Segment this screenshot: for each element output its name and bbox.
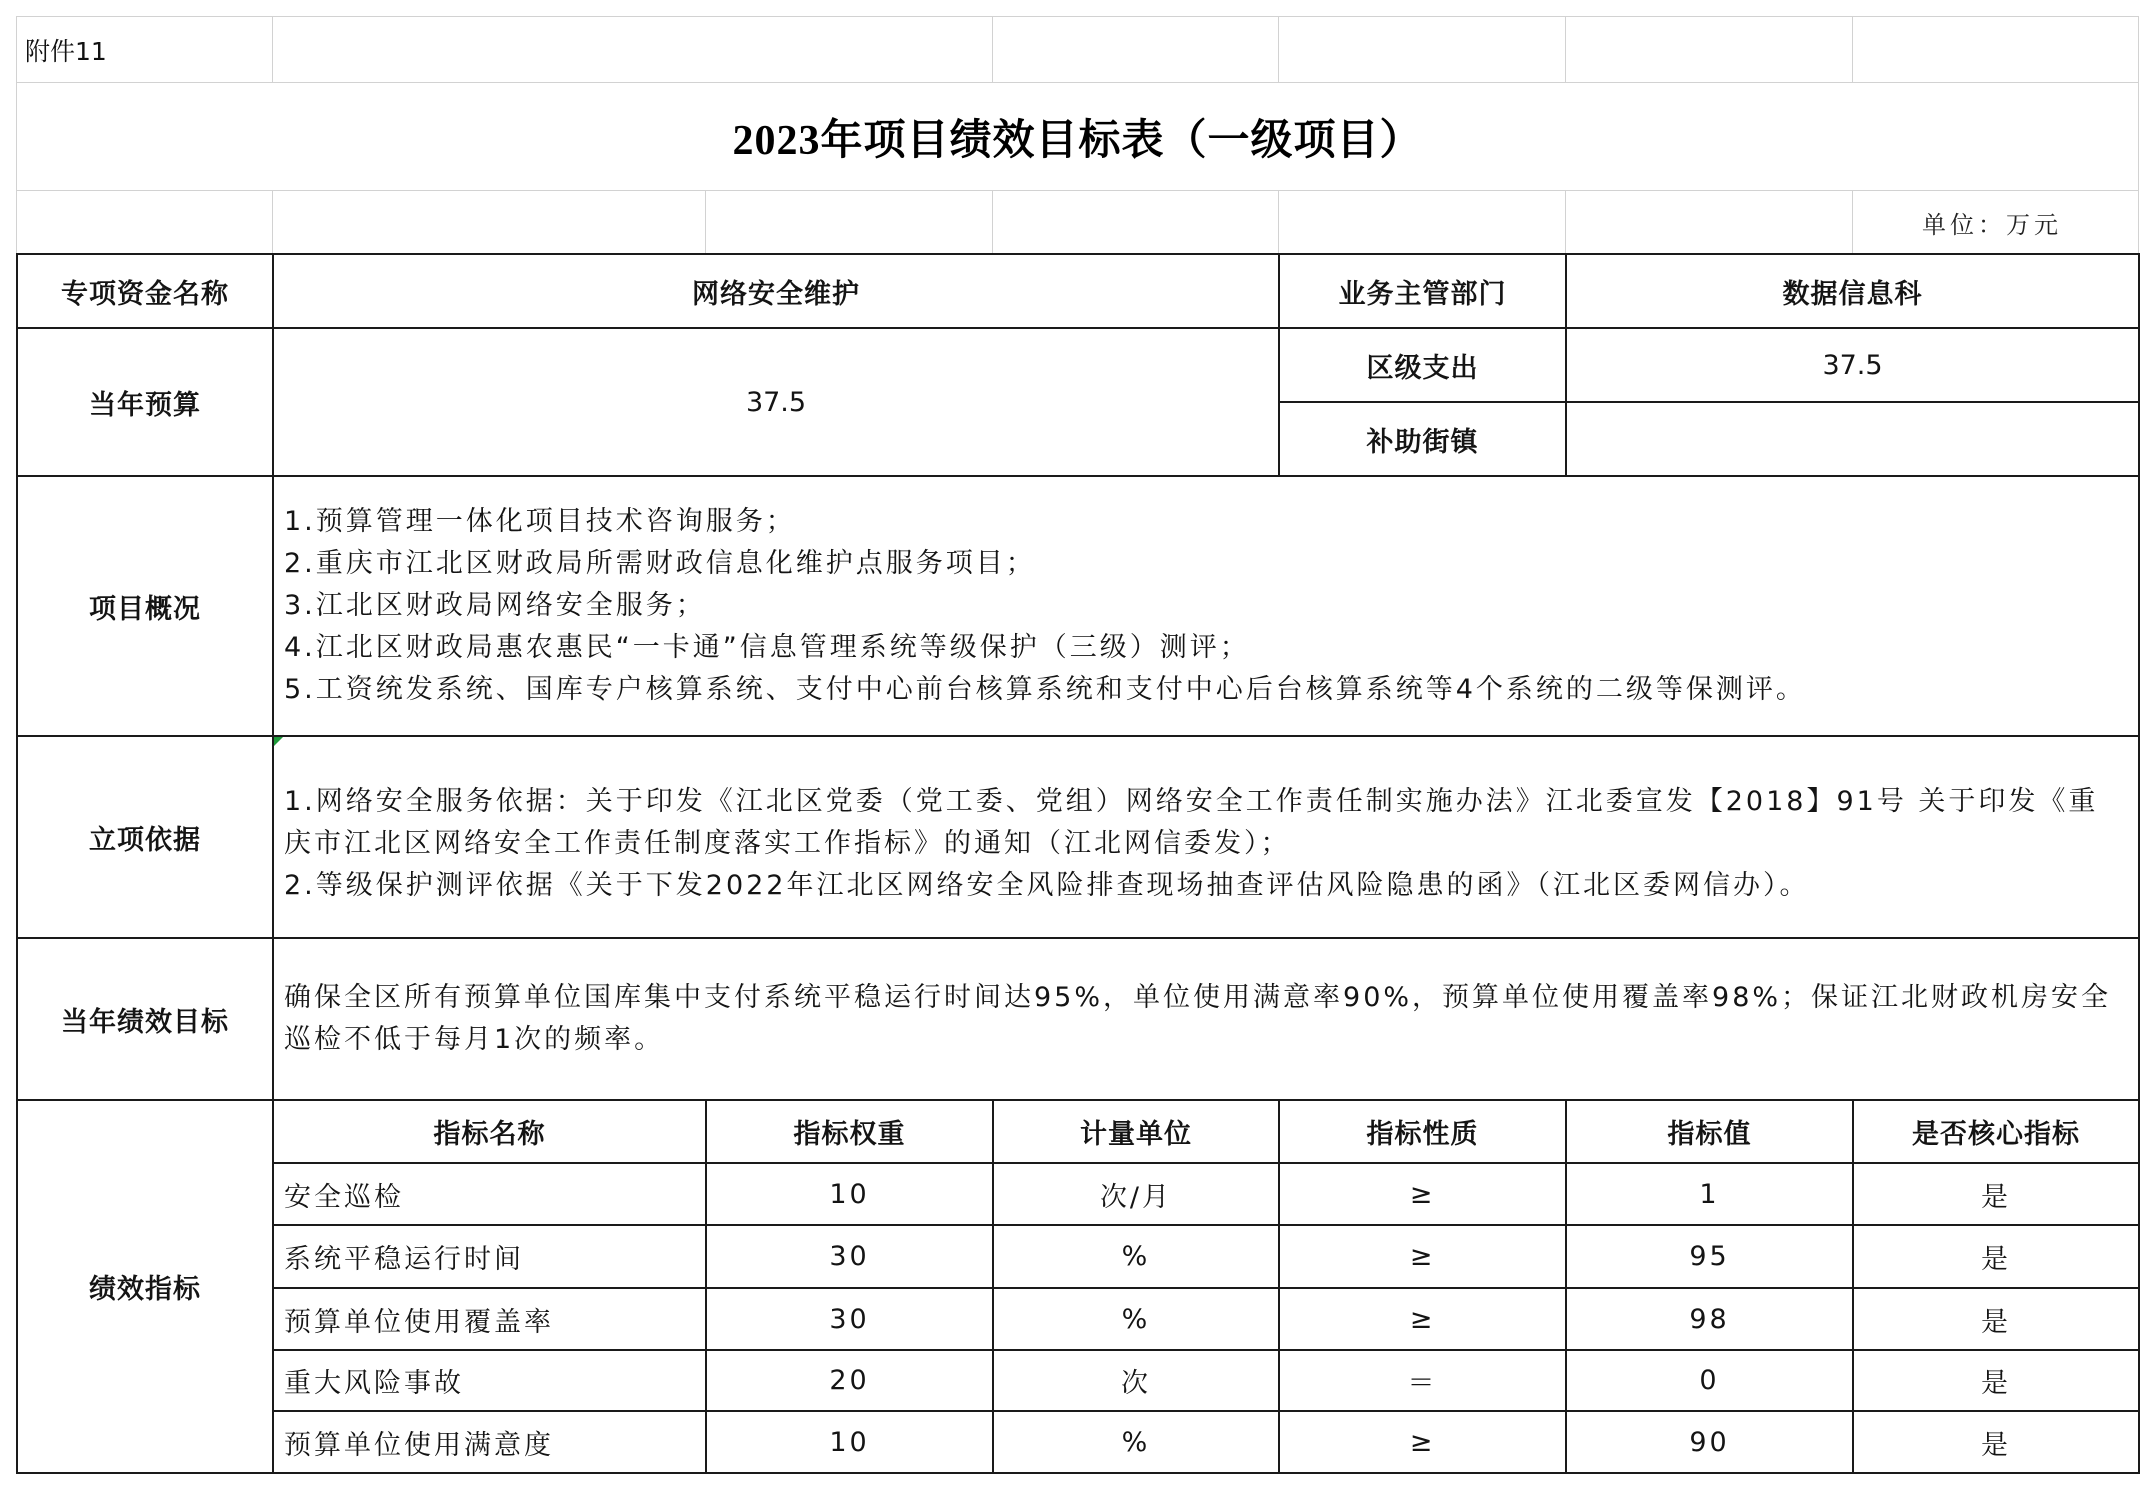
goal-content — [272, 937, 2140, 1101]
indicator-name: 系统平稳运行时间 — [272, 1224, 707, 1289]
goal-text: 确保全区所有预算单位国库集中支付系统平稳运行时间达95%，单位使用满意率90%，预算单位使用覆盖率98%；保证江北财政机房安全巡检不低于每月1次的频率。 — [284, 982, 2112, 1055]
overview-label: 项目概况 — [16, 475, 274, 737]
empty-cell — [272, 190, 706, 254]
indicator-unit: % — [992, 1287, 1280, 1351]
indicator-nature: ≥ — [1278, 1287, 1567, 1351]
empty-cell — [1565, 190, 1853, 254]
overview-content — [272, 475, 2140, 737]
subsidy-value — [1565, 401, 2140, 477]
empty-cell — [705, 190, 993, 254]
indicator-value: 98 — [1565, 1287, 1854, 1351]
indicator-unit: % — [992, 1224, 1280, 1289]
empty-cell — [1852, 16, 2139, 83]
indicator-weight: 30 — [705, 1224, 994, 1289]
indicator-weight: 10 — [705, 1410, 994, 1474]
empty-cell — [1565, 16, 1853, 83]
indicator-name: 预算单位使用满意度 — [272, 1410, 707, 1474]
district-expense-label: 区级支出 — [1278, 327, 1567, 403]
department-value: 数据信息科 — [1565, 253, 2140, 329]
indicator-header-weight: 指标权重 — [705, 1099, 994, 1164]
overview-line: 3.江北区财政局网络安全服务； — [284, 590, 706, 621]
goal-label: 当年绩效目标 — [16, 937, 274, 1101]
overview-line: 4.江北区财政局惠农惠民“一卡通”信息管理系统等级保护（三级）测评； — [284, 632, 1250, 663]
empty-cell — [992, 16, 1279, 83]
indicator-unit: 次 — [992, 1349, 1280, 1412]
indicator-unit: 次/月 — [992, 1162, 1280, 1226]
indicator-value: 1 — [1565, 1162, 1854, 1226]
indicator-header-nature: 指标性质 — [1278, 1099, 1567, 1164]
attachment-label: 附件11 — [16, 16, 273, 83]
indicator-value: 90 — [1565, 1410, 1854, 1474]
basis-content — [272, 735, 2140, 939]
basis-line: 2.等级保护测评依据《关于下发2022年江北区网络安全风险排查现场抽查评估风险隐患的函》（江北区委网信办）。 — [284, 870, 1810, 901]
indicator-value: 0 — [1565, 1349, 1854, 1412]
indicator-core: 是 — [1852, 1224, 2140, 1289]
indicator-nature: ≥ — [1278, 1224, 1567, 1289]
indicator-weight: 10 — [705, 1162, 994, 1226]
empty-cell — [272, 16, 993, 83]
cell-comment-marker-icon — [274, 737, 283, 746]
overview-line: 1.预算管理一体化项目技术咨询服务； — [284, 506, 796, 537]
department-label: 业务主管部门 — [1278, 253, 1567, 329]
indicator-nature: ≥ — [1278, 1410, 1567, 1474]
indicator-header-value: 指标值 — [1565, 1099, 1854, 1164]
page-title: 2023年项目绩效目标表（一级项目） — [16, 82, 2139, 191]
fund-name-label: 专项资金名称 — [16, 253, 274, 329]
indicator-core: 是 — [1852, 1410, 2140, 1474]
indicator-core: 是 — [1852, 1162, 2140, 1226]
subsidy-label: 补助街镇 — [1278, 401, 1567, 477]
fund-name-value: 网络安全维护 — [272, 253, 1280, 329]
indicator-header-core: 是否核心指标 — [1852, 1099, 2140, 1164]
basis-line: 1.网络安全服务依据：关于印发《江北区党委（党工委、党组）网络安全工作责任制实施办法》江北委宣发【2018】91号 关于印发《重庆市江北区网络安全工作责任制度落实工作指标》的通知（江北网信委发）； — [284, 786, 2099, 859]
indicator-nature: ＝ — [1278, 1349, 1567, 1412]
indicator-header-name: 指标名称 — [272, 1099, 707, 1164]
indicator-name: 重大风险事故 — [272, 1349, 707, 1412]
overview-line: 5.工资统发系统、国库专户核算系统、支付中心前台核算系统和支付中心后台核算系统等4个系统的二级等保测评。 — [284, 674, 1806, 705]
empty-cell — [1278, 16, 1566, 83]
budget-label: 当年预算 — [16, 327, 274, 477]
budget-value: 37.5 — [272, 327, 1280, 477]
indicator-unit: % — [992, 1410, 1280, 1474]
indicator-core: 是 — [1852, 1349, 2140, 1412]
district-expense-value: 37.5 — [1565, 327, 2140, 403]
indicator-value: 95 — [1565, 1224, 1854, 1289]
indicators-label: 绩效指标 — [16, 1099, 274, 1474]
unit-note: 单位：万元 — [1852, 190, 2139, 254]
indicator-weight: 30 — [705, 1287, 994, 1351]
overview-line: 2.重庆市江北区财政局所需财政信息化维护点服务项目； — [284, 548, 1036, 579]
indicator-nature: ≥ — [1278, 1162, 1567, 1226]
empty-cell — [1278, 190, 1566, 254]
indicator-weight: 20 — [705, 1349, 994, 1412]
indicator-name: 预算单位使用覆盖率 — [272, 1287, 707, 1351]
indicator-core: 是 — [1852, 1287, 2140, 1351]
basis-label: 立项依据 — [16, 735, 274, 939]
indicator-header-unit: 计量单位 — [992, 1099, 1280, 1164]
indicator-name: 安全巡检 — [272, 1162, 707, 1226]
empty-cell — [992, 190, 1279, 254]
empty-cell — [16, 190, 273, 254]
